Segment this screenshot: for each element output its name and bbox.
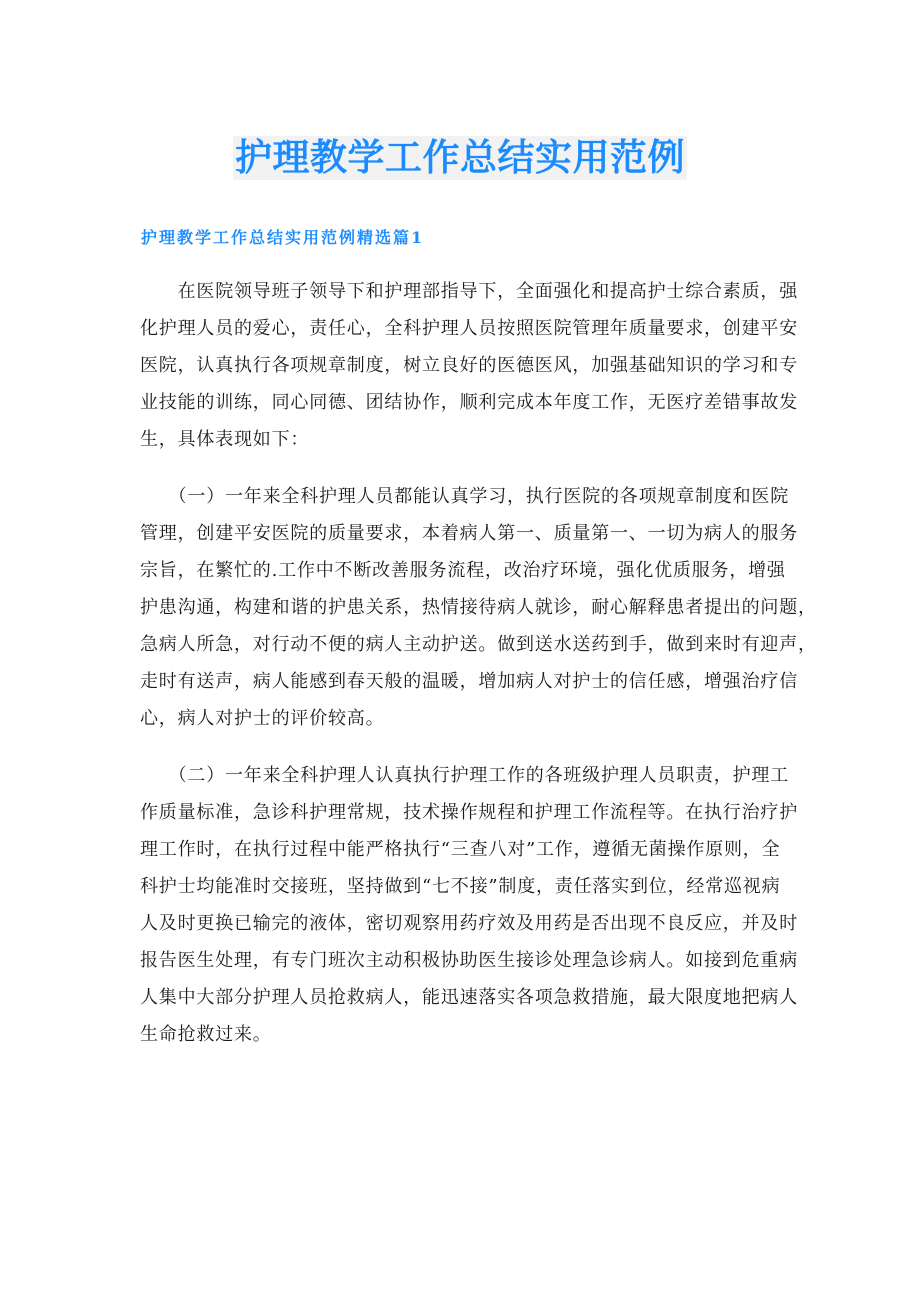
paragraph-line: 急病人所急，对行动不便的病人主动护送。做到送水送药到手，做到来时有迎声， [140,634,817,655]
paragraph-line: 心，病人对护士的评价较高。 [140,708,385,729]
paragraph-line: 走时有送声，病人能感到春天般的温暖，增加病人对护士的信任感，增强治疗信 [140,671,798,692]
paragraph-line: 业技能的训练，同心同德、团结协作，顺利完成本年度工作，无医疗差错事故发 [140,392,798,413]
paragraph-line: 生，具体表现如下： [140,429,310,450]
document-title: 护理教学工作总结实用范例 [235,136,685,179]
paragraph-line: 报告医生处理，有专门班次主动积极协助医生接诊处理急诊病人。如接到危重病 [140,950,798,971]
paragraph-line: 管理，创建平安医院的质量要求，本着病人第一、质量第一、一切为病人的服务 [140,523,798,544]
paragraph-section-1 [140,478,817,737]
paragraph-line: 人集中大部分护理人员抢救病人，能迅速落实各项急救措施，最大限度地把病人 [140,987,798,1008]
paragraph-line: 科护士均能准时交接班，坚持做到“七不接”制度，责任落实到位，经常巡视病 [140,876,781,897]
paragraph-line: 在医院领导班子领导下和护理部指导下，全面强化和提高护士综合素质，强 [140,281,798,302]
paragraph-line: 人及时更换已输完的液体，密切观察用药疗效及用药是否出现不良反应，并及时 [140,913,798,934]
title-container [0,136,920,180]
paragraph-section-2 [140,757,800,1053]
paragraph-line: （二）一年来全科护理人认真执行护理工作的各班级护理人员职责，护理工 [140,765,789,786]
paragraph-line: 化护理人员的爱心，责任心，全科护理人员按照医院管理年质量要求，创建平安 [140,318,798,339]
paragraph-line: 作质量标准，急诊科护理常规，技术操作规程和护理工作流程等。在执行治疗护 [140,802,798,823]
paragraph-line: 宗旨，在繁忙的.工作中不断改善服务流程，改治疗环境，强化优质服务，增强 [140,560,786,581]
paragraph-line: 生命抢救过来。 [140,1024,272,1045]
paragraph-line: （一）一年来全科护理人员都能认真学习，执行医院的各项规章制度和医院 [140,486,789,507]
paragraph-line: 医院，认真执行各项规章制度，树立良好的医德医风，加强基础知识的学习和专 [140,355,798,376]
section-subtitle: 护理教学工作总结实用范例精选篇1 [141,228,425,247]
paragraph-intro [140,273,800,458]
paragraph-line: 护患沟通，构建和谐的护患关系，热情接待病人就诊，耐心解释患者提出的问题， [140,597,817,618]
paragraph-line: 理工作时，在执行过程中能严格执行“三查八对”工作，遵循无菌操作原则，全 [140,839,781,860]
